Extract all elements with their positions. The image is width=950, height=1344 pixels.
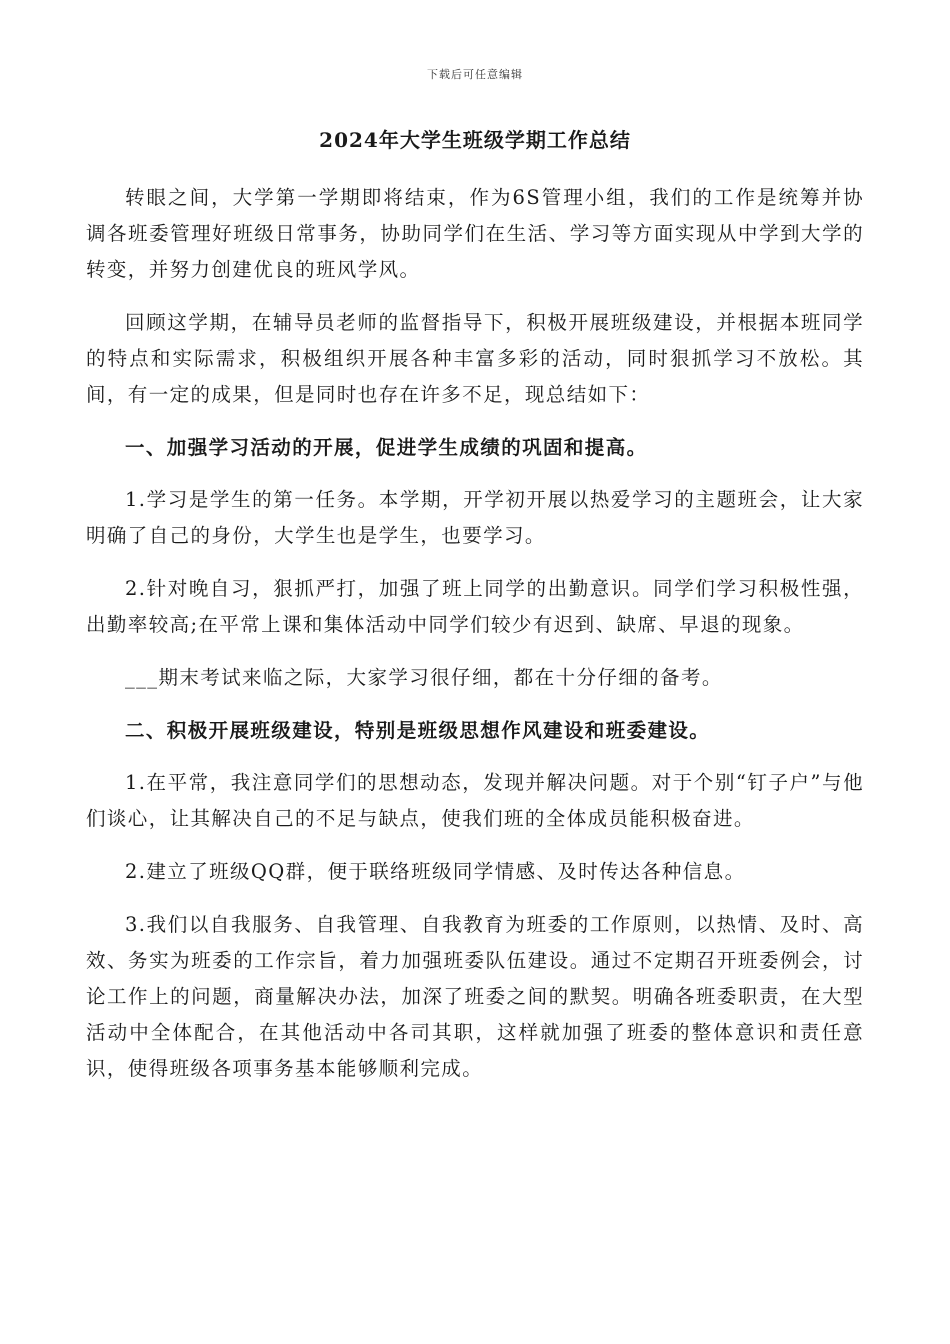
review-paragraph: 回顾这学期，在辅导员老师的监督指导下，积极开展班级建设，并根据本班同学的特点和实际需求，积极组织开展各种丰富多彩的活动，同时狠抓学习不放松。其间，有一定的成果，但是同时也存在许多不足，现总结如下： [86,311,864,406]
section-2-heading: 二、积极开展班级建设，特别是班级思想作风建设和班委建设。 [125,719,711,742]
header-note: 下载后可任意编辑 [427,68,523,81]
section-1-item-2: 2.针对晚自习，狠抓严打，加强了班上同学的出勤意识。同学们学习积极性强，出勤率较高;在平常上课和集体活动中同学们较少有迟到、缺席、早退的现象。 [86,577,864,636]
section-1-heading: 一、加强学习活动的开展，促进学生成绩的巩固和提高。 [125,436,648,459]
section-1-item-3: ___期末考试来临之际，大家学习很仔细，都在十分仔细的备考。 [125,666,723,689]
section-1-item-1: 1.学习是学生的第一任务。本学期，开学初开展以热爱学习的主题班会，让大家明确了自己的身份，大学生也是学生，也要学习。 [86,488,864,547]
section-2-item-2: 2.建立了班级QQ群，便于联络班级同学情感、及时传达各种信息。 [125,860,746,883]
intro-paragraph: 转眼之间，大学第一学期即将结束，作为6S管理小组，我们的工作是统筹并协调各班委管理好班级日常事务，协助同学们在生活、学习等方面实现从中学到大学的转变，并努力创建优良的班风学风。 [86,186,864,281]
document-body [86,180,864,1104]
section-2-item-1: 1.在平常，我注意同学们的思想动态，发现并解决问题。对于个别“钉子户”与他们谈心，让其解决自己的不足与缺点，使我们班的全体成员能积极奋进。 [86,771,864,830]
document-title: 2024年大学生班级学期工作总结 [319,128,631,152]
section-2-item-3: 3.我们以自我服务、自我管理、自我教育为班委的工作原则，以热情、及时、高效、务实为班委的工作宗旨，着力加强班委队伍建设。通过不定期召开班委例会，讨论工作上的问题，商量解决办法，加深了班委之间的默契。明确各班委职责，在大型活动中全体配合，在其他活动中各司其职，这样就加强了班委的整体意识和责任意识，使得班级各项事务基本能够顺利完成。 [86,913,864,1080]
